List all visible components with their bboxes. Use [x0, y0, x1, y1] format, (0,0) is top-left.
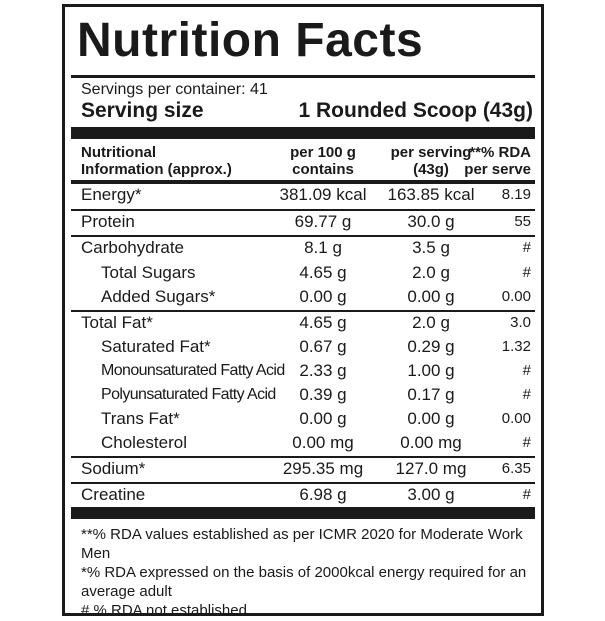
row-divider: [71, 456, 535, 458]
footnotes: [81, 525, 541, 620]
row-divider: [71, 209, 535, 211]
row-serving-total-fat: 2.0 g: [412, 313, 450, 332]
header-nutritional-info: Nutritional Information (approx.): [81, 144, 232, 178]
row-rda-protein: 55: [514, 213, 531, 230]
row-per100-energy: 381.09 kcal: [279, 185, 367, 204]
row-rda-creatine: #: [522, 486, 531, 503]
row-per100-total-sugars: 4.65 g: [299, 263, 347, 282]
row-serving-mufa: 1.00 g: [407, 361, 455, 380]
row-name-creatine: Creatine: [81, 485, 146, 504]
row-serving-creatine: 3.00 g: [407, 485, 455, 504]
row-divider: [71, 235, 535, 237]
row-rda-trans-fat: 0.00: [501, 410, 531, 427]
row-rda-energy: 8.19: [501, 186, 531, 203]
row-rda-sodium: 6.35: [501, 460, 531, 477]
row-name-total-fat: Total Fat*: [81, 313, 153, 332]
row-per100-carbohydrate: 8.1 g: [304, 238, 342, 257]
row-serving-protein: 30.0 g: [407, 212, 455, 231]
row-per100-added-sugars: 0.00 g: [299, 287, 347, 306]
row-name-cholesterol: Cholesterol: [101, 433, 187, 452]
row-name-carbohydrate: Carbohydrate: [81, 238, 185, 257]
row-per100-saturated-fat: 0.67 g: [299, 337, 347, 356]
header-rda: **% RDA per serve: [464, 144, 531, 178]
row-name-mufa: Monounsaturated Fatty Acid: [101, 362, 285, 379]
row-rda-cholesterol: #: [522, 434, 531, 451]
header-per-100g: per 100 g contains: [290, 144, 356, 178]
row-rda-added-sugars: 0.00: [501, 288, 531, 305]
row-per100-trans-fat: 0.00 g: [299, 409, 347, 428]
row-name-trans-fat: Trans Fat*: [101, 409, 180, 428]
row-divider: [71, 310, 535, 312]
header-per-serving: per serving (43g): [390, 144, 472, 178]
row-rda-carbohydrate: #: [522, 239, 531, 256]
label-title: Nutrition Facts: [77, 14, 424, 67]
row-serving-pufa: 0.17 g: [407, 385, 455, 404]
row-name-protein: Protein: [81, 212, 135, 231]
row-per100-creatine: 6.98 g: [299, 485, 347, 504]
serving-size-label: Serving size: [81, 99, 204, 122]
row-rda-mufa: #: [522, 362, 531, 379]
row-serving-saturated-fat: 0.29 g: [407, 337, 455, 356]
serving-size-value: 1 Rounded Scoop (43g): [298, 99, 533, 122]
row-serving-sodium: 127.0 mg: [395, 459, 467, 478]
footnote-rda-not-established: # % RDA not established: [81, 602, 247, 619]
row-name-total-sugars: Total Sugars: [101, 263, 196, 282]
footer-rule: [71, 507, 535, 519]
row-rda-saturated-fat: 1.32: [501, 338, 531, 355]
row-name-pufa: Polyunsaturated Fatty Acid: [101, 386, 276, 403]
row-serving-added-sugars: 0.00 g: [407, 287, 455, 306]
row-serving-cholesterol: 0.00 mg: [400, 433, 462, 452]
row-per100-cholesterol: 0.00 mg: [292, 433, 354, 452]
row-serving-total-sugars: 2.0 g: [412, 263, 450, 282]
row-name-sodium: Sodium*: [81, 459, 146, 478]
row-name-added-sugars: Added Sugars*: [101, 287, 216, 306]
row-rda-total-fat: 3.0: [510, 314, 531, 331]
row-serving-energy: 163.85 kcal: [387, 185, 475, 204]
row-per100-mufa: 2.33 g: [299, 361, 347, 380]
footnote-rda-2000kcal: *% RDA expressed on the basis of 2000kcal energy required for an average adult: [81, 564, 527, 600]
row-name-saturated-fat: Saturated Fat*: [101, 337, 211, 356]
row-per100-pufa: 0.39 g: [299, 385, 347, 404]
nutrition-label: [62, 4, 544, 619]
row-per100-total-fat: 4.65 g: [299, 313, 347, 332]
row-rda-total-sugars: #: [522, 264, 531, 281]
row-per100-protein: 69.77 g: [294, 212, 352, 231]
row-divider: [71, 482, 535, 484]
header-rule: [71, 180, 535, 184]
serving-rule: [71, 127, 535, 139]
servings-per-container: Servings per container: 41: [81, 81, 268, 98]
row-per100-sodium: 295.35 mg: [282, 459, 364, 478]
row-serving-carbohydrate: 3.5 g: [412, 238, 450, 257]
title-rule: [71, 75, 535, 78]
row-rda-pufa: #: [522, 386, 531, 403]
row-serving-trans-fat: 0.00 g: [407, 409, 455, 428]
row-name-energy: Energy*: [81, 185, 142, 204]
footnote-rda-icmr: **% RDA values established as per ICMR 2020 for Moderate Work Men: [81, 526, 523, 562]
